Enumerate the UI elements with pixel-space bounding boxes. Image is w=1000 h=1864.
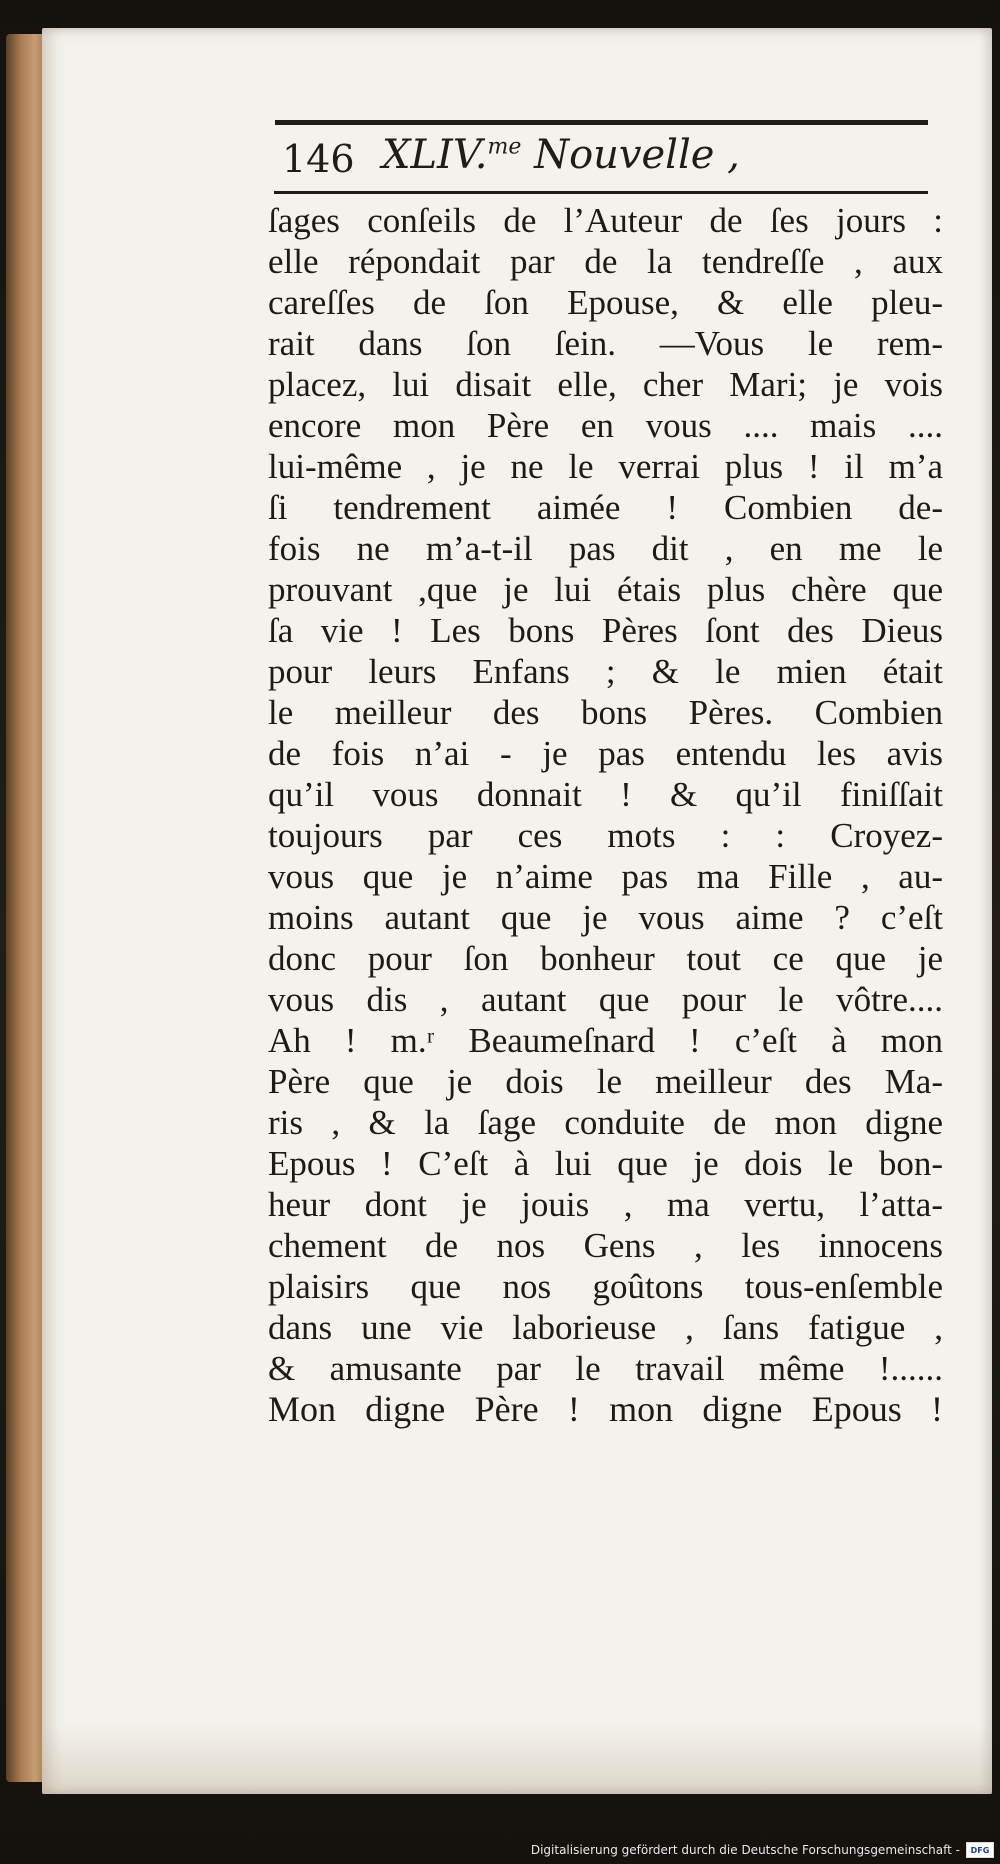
page-number: 146 (282, 137, 355, 181)
text-line: Mon digne Père ! mon digne Epous ! (268, 1389, 943, 1429)
text-line: fois ne m’a-t-il pas dit , en me le (268, 529, 943, 568)
text-line: ſages conſeils de l’Auteur de ſes jours : (268, 201, 943, 240)
text-line: moins autant que je vous aime ? c’eſt (268, 898, 943, 937)
text-line: rait dans ſon ſein. —Vous le rem- (268, 324, 943, 363)
text-line: vous dis , autant que pour le vôtre.... (268, 980, 943, 1019)
chapter-title (382, 132, 740, 178)
text-line: donc pour ſon bonheur tout ce que je (268, 939, 943, 978)
text-line: lui-même , je ne le verrai plus ! il m’a (268, 447, 943, 486)
text-line: toujours par ces mots : : Croyez- (268, 816, 943, 855)
chapter-label: Nouvelle , (534, 132, 740, 178)
text-line: & amusante par le travail même !...... (268, 1349, 943, 1388)
text-line: de fois n’ai - je pas entendu les avis (268, 734, 943, 773)
text-line: Ah ! m.ʳ Beaumeſnard ! c’eſt à mon (268, 1021, 943, 1060)
text-line: heur dont je jouis , ma vertu, l’atta- (268, 1185, 943, 1224)
text-line: careſſes de ſon Epouse, & elle pleu- (268, 283, 943, 322)
text-line: Epous ! C’eſt à lui que je dois le bon- (268, 1144, 943, 1183)
text-line: placez, lui disait elle, cher Mari; je vois (268, 365, 943, 404)
text-line: Père que je dois le meilleur des Ma- (268, 1062, 943, 1101)
text-line: qu’il vous donnait ! & qu’il finiſſait (268, 775, 943, 814)
credit-text: Digitalisierung gefördert durch die Deutsche Forschungsgemeinschaft - (530, 1843, 960, 1857)
text-line: elle répondait par de la tendreſſe , aux (268, 242, 943, 281)
text-line: ſa vie ! Les bons Pères ſont des Dieus (268, 611, 943, 650)
header-rule-top (275, 120, 928, 125)
text-line: ſi tendrement aimée ! Combien de- (268, 488, 943, 527)
dfg-logo: DFG (966, 1842, 994, 1858)
text-line: encore mon Père en vous .... mais .... (268, 406, 943, 445)
running-head (272, 132, 932, 190)
text-line: chement de nos Gens , les innocens (268, 1226, 943, 1265)
text-line: le meilleur des bons Pères. Combien (268, 693, 943, 732)
text-line: prouvant ,que je lui étais plus chère que (268, 570, 943, 609)
chapter-ordinal-suffix: me (487, 134, 522, 160)
digitization-credit (531, 1838, 994, 1862)
text-line: ris , & la ſage conduite de mon digne (268, 1103, 943, 1142)
text-line: pour leurs Enfans ; & le mien était (268, 652, 943, 691)
text-line: vous que je n’aime pas ma Fille , au- (268, 857, 943, 896)
header-rule-bottom (274, 191, 928, 194)
text-line: plaisirs que nos goûtons tous-enſemble (268, 1267, 943, 1306)
body-text (268, 200, 943, 1430)
chapter-numeral: XLIV. (382, 132, 488, 178)
text-line: dans une vie laborieuse , ſans fatigue , (268, 1308, 943, 1347)
